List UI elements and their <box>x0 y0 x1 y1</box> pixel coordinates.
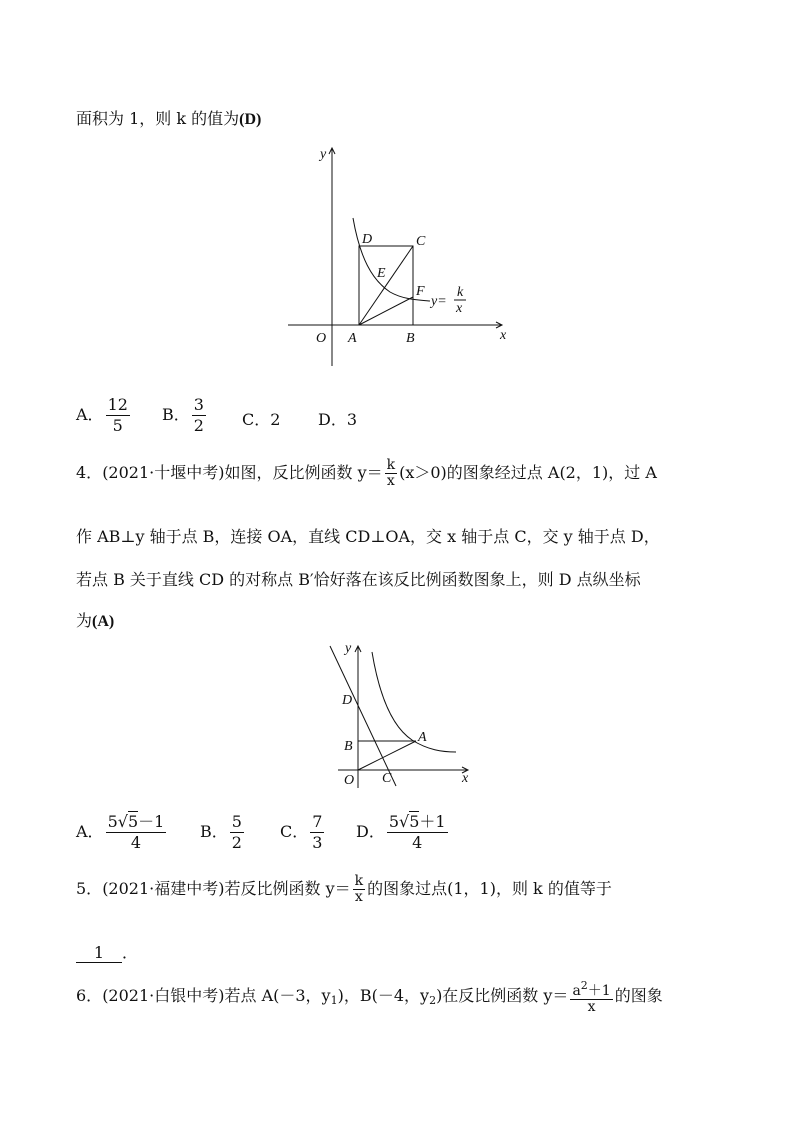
q4-line-1: 4．(2021·十堰中考)如图，反比例函数 y＝ $\frac{k}{x}$ (x＞0)的图象经过点 A(2，1)，过 A <box>76 457 657 489</box>
label-b: B <box>344 739 353 754</box>
q3-choice-c: C．2 <box>242 410 281 429</box>
diagonal-ac <box>359 246 413 325</box>
q5-line-1: 5．(2021·福建中考)若反比例函数 y＝ $\frac{k}{x}$ 的图象过点(1，1)，则 k 的值等于 <box>76 873 612 905</box>
label-o: O <box>344 773 355 788</box>
q4-choice-d: D． $\frac{5√5+1}{4}$ <box>356 812 446 852</box>
curve-label-num: k <box>457 285 464 300</box>
q5-line-2: 1 ． <box>76 940 138 963</box>
q4-answer: (A) <box>92 613 115 630</box>
q4-choice-a: A． $\frac{5√5-1}{4}$ <box>76 812 165 852</box>
label-a: A <box>418 730 427 745</box>
figure-2 <box>320 640 480 790</box>
q4-line-4: 为(A) <box>76 611 115 630</box>
hyperbola-curve <box>372 652 456 752</box>
label-e: E <box>377 266 386 281</box>
line-cd <box>330 646 396 786</box>
label-x: x <box>500 328 507 343</box>
q6-line-1: 6．(2021·白银中考)若点 A(－3，$y_1$)，B(－4，$y_2$)在反比例函数 y＝ $\frac{a^2+1}{x}$ 的图象 <box>76 979 663 1015</box>
curve-label-den: x <box>456 301 463 316</box>
label-a: A <box>348 331 357 346</box>
q4-choice-b: B． $\frac{5}{2}$ <box>200 812 242 852</box>
label-c: C <box>416 234 426 249</box>
q4-line-2: 作 AB⊥y 轴于点 B，连接 OA，直线 CD⊥OA，交 x 轴于点 C，交 y 轴于点 D， <box>76 527 660 546</box>
label-d: D <box>342 693 353 708</box>
label-f: F <box>416 284 425 299</box>
label-d: D <box>362 232 373 247</box>
segment-oa <box>358 741 416 770</box>
label-b: B <box>406 331 415 346</box>
q3-choice-b: B． $\frac{3}{2}$ <box>162 395 204 435</box>
q3-choice-a: A． $\frac{12}{5}$ <box>76 395 128 435</box>
label-o: O <box>316 331 327 346</box>
q4-choice-c: C． $\frac{7}{3}$ <box>280 812 323 852</box>
q5-answer-blank: 1 <box>76 943 122 963</box>
label-y: y <box>345 641 352 656</box>
intro-answer: (D) <box>239 111 262 128</box>
q3-choice-d: D．3 <box>318 410 358 429</box>
label-x: x <box>462 771 469 786</box>
q4-line-3: 若点 B 关于直线 CD 的对称点 B′恰好落在该反比例函数图象上，则 D 点纵坐标 <box>76 570 641 589</box>
label-y: y <box>320 147 327 162</box>
segment-af <box>359 297 413 325</box>
intro-text: 面积为 1，则 k 的值为 <box>76 109 240 128</box>
label-c: C <box>382 771 392 786</box>
figure-1 <box>280 140 520 372</box>
curve-label-prefix: y= <box>431 294 447 309</box>
intro-line <box>76 106 261 129</box>
